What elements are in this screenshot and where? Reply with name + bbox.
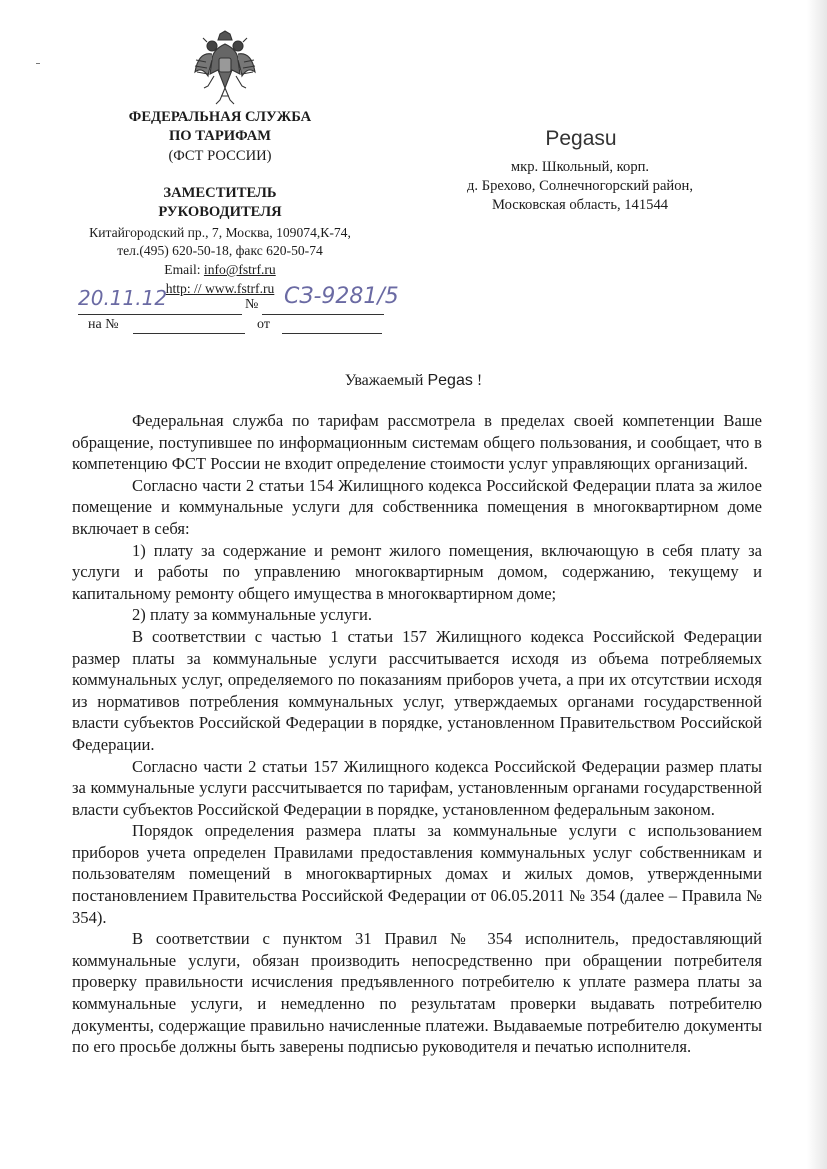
paragraph-8: В соответствии с пунктом 31 Правил № 354 исполнитель, предоставляющий коммунальные услуги, обязан производить непосредственно при обращении потребителя проверку правильности исчисления предъявленного потребителю к уплате размера платы за коммунальные услуги, и немедленно по результатам проверки выдавать потребителю документы, содержащие правильно начисленные платежи. Выдаваемые потребителю документы по его просьбе должны быть заверены подписью руководителя и печатью исполнителя. xyxy=(72,929,762,1057)
from-label: от xyxy=(257,317,270,332)
in-reply-underline xyxy=(133,333,245,334)
scan-edge-shadow xyxy=(807,0,827,1169)
paragraph-2: Согласно части 2 статьи 154 Жилищного кодекса Российской Федерации плата за жилое помещение и коммунальные услуги для собственника помещения в многоквартирном доме включает в себя: xyxy=(72,475,762,538)
double-headed-eagle-emblem-icon xyxy=(192,30,258,106)
date-underline xyxy=(78,314,242,315)
greeting-prefix: Уважаемый xyxy=(344,372,424,389)
paragraph-7: Порядок определения размера платы за коммунальные услуги с использованием приборов учета определен Правилами предоставления коммунальных услуг собственникам и пользователям помещений в многоквартирных домах и жилых домов, утвержденными постановлением Правительства Российской Федерации от 06.05.2011 № 354 (далее – Правила № 354). xyxy=(72,821,762,927)
sender-email-line xyxy=(60,260,380,279)
greeting-name: Pegas xyxy=(427,372,473,389)
email-link[interactable]: info@fstrf.ru xyxy=(203,262,276,277)
sender-address: Китайгородский пр., 7, Москва, 109074,К-74, xyxy=(89,225,351,240)
handwritten-number: СЗ-9281/5 xyxy=(284,284,399,309)
org-name-line1: ФЕДЕРАЛЬНАЯ СЛУЖБА xyxy=(128,109,312,125)
greeting-suffix: ! xyxy=(476,372,483,389)
paragraph-6: Согласно части 2 статьи 157 Жилищного кодекса Российской Федерации размер платы за коммунальные услуги рассчитывается по тарифам, установленным органами государственной власти субъектов Российской Федерации в порядке, установленном федеральным законом. xyxy=(72,756,762,819)
position-line2: РУКОВОДИТЕЛЯ xyxy=(158,204,282,220)
handwritten-date: 20.11.12 xyxy=(78,286,168,310)
paragraph-3: 1) плату за содержание и ремонт жилого помещения, включающую в себя плату за услуги и работы по управлению многоквартирным домом, содержанию, текущему и капитальному ремонту общего имущества в многоквартирном доме; xyxy=(72,540,762,603)
recipient-address-line2: д. Брехово, Солнечногорский район, xyxy=(467,178,693,194)
website-link[interactable]: http: // www.fstrf.ru xyxy=(165,281,275,296)
org-name-line2: ПО ТАРИФАМ xyxy=(168,128,272,144)
paragraph-4: 2) плату за коммунальные услуги. xyxy=(132,605,372,625)
recipient-address-line3: Московская область, 141544 xyxy=(491,197,669,213)
letter-body xyxy=(72,410,762,1058)
recipient-address-line1: мкр. Школьный, корп. xyxy=(510,159,650,175)
position-line1: ЗАМЕСТИТЕЛЬ xyxy=(163,185,277,201)
in-reply-label: на № xyxy=(88,317,119,332)
greeting xyxy=(0,372,827,390)
number-underline xyxy=(262,314,384,315)
scan-mark xyxy=(36,63,40,64)
recipient-name: Pegasu xyxy=(545,127,617,150)
number-label: № xyxy=(245,297,259,312)
from-underline xyxy=(282,333,382,334)
email-label: Email: xyxy=(164,262,204,277)
paragraph-5: В соответствии с частью 1 статьи 157 Жилищного кодекса Российской Федерации размер платы за коммунальные услуги рассчитывается исходя из объема потребляемых коммунальных услуг, определяемого по показаниям приборов учета, а при их отсутствии исходя из нормативов потребления коммунальных услуг, утверждаемых органами государственной власти субъектов Российской Федерации в порядке, установленном Правительством Российской Федерации. xyxy=(72,626,762,754)
paragraph-1: Федеральная служба по тарифам рассмотрела в пределах своей компетенции Ваше обращение, поступившее по информационным системам общего пользования, и сообщает, что в компетенцию ФСТ России не входит определение стоимости услуг управляющих организаций. xyxy=(72,411,762,474)
org-abbreviation: (ФСТ РОССИИ) xyxy=(168,148,272,164)
sender-phone: тел.(495) 620-50-18, факс 620-50-74 xyxy=(117,243,323,258)
